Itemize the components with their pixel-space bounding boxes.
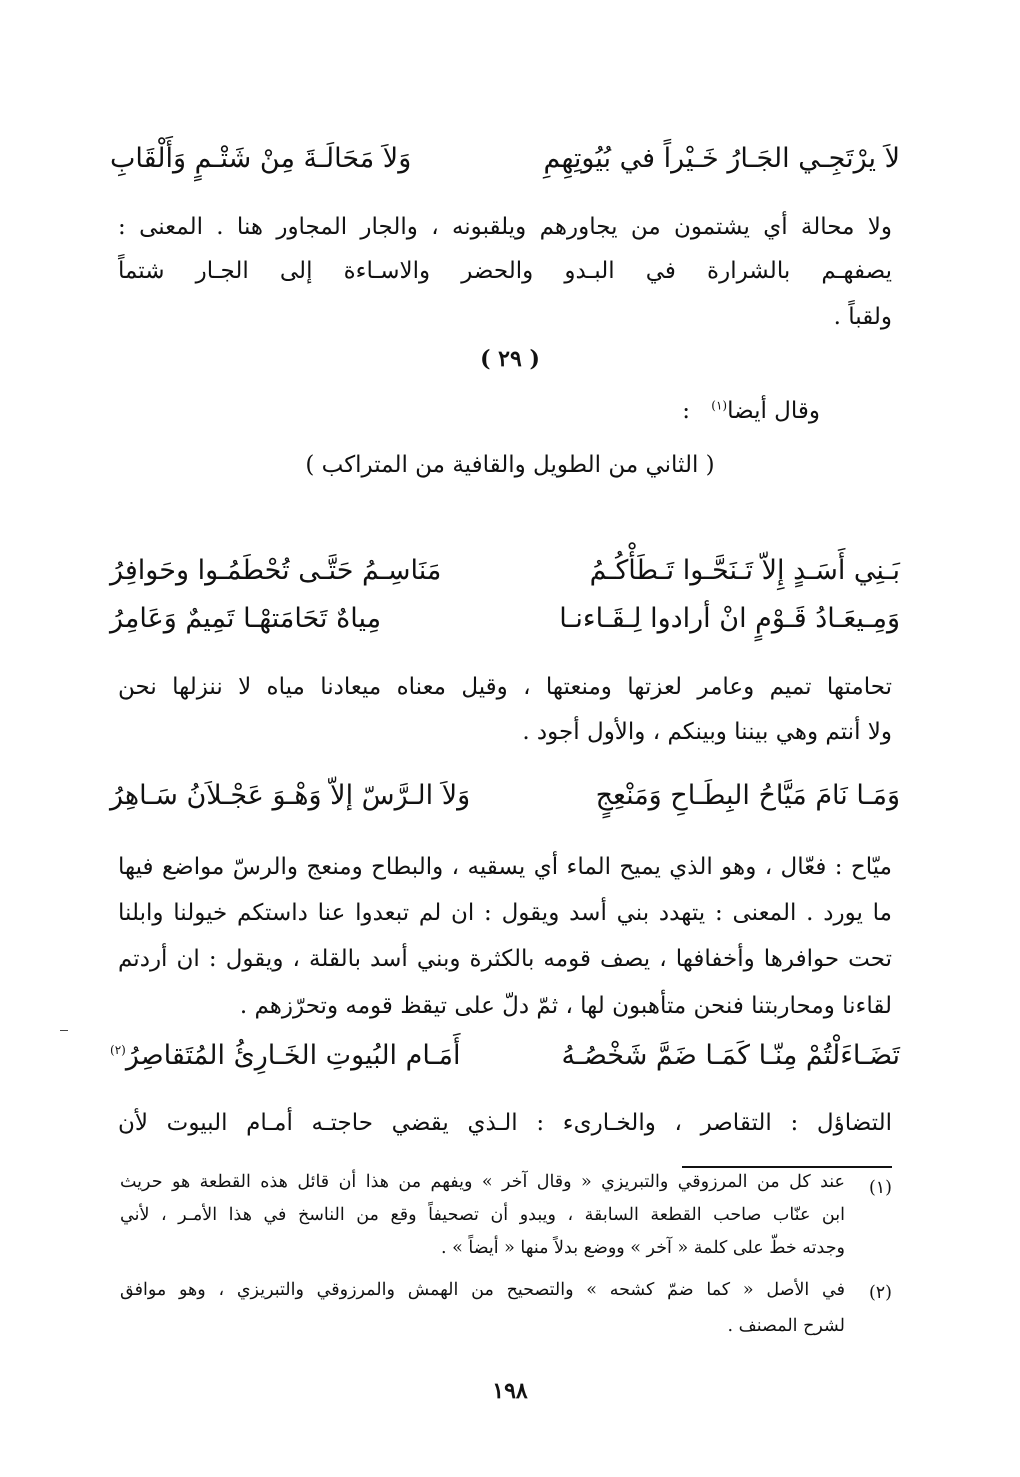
footnote-2-line-2: لشرح المصنف . bbox=[727, 1316, 845, 1336]
footnote-1-line-1: عند كل من المرزوقي والتبريزي « وقال آخر » ويفهم من هذا أن قائل هذه القطعة هو حريث bbox=[120, 1172, 845, 1192]
verse-3-second-hemistich: مِياهٌ تَحَامَتهْـا تَمِيمٌ وَعَامِرُ bbox=[110, 603, 382, 634]
verse-4 bbox=[110, 780, 900, 820]
verse-1-second-hemistich: وَلاَ مَحَالَـةَ مِنْ شَتْـمٍ وَأَلْقَابِ bbox=[110, 143, 412, 174]
margin-mark bbox=[60, 1030, 68, 1031]
verse-5-first-hemistich: تَضَـاءَلْتُمْ مِنّـا كَمَـا ضَمَّ شَخْصُـهُ bbox=[561, 1040, 900, 1071]
footnote-1-number: (١) bbox=[868, 1178, 892, 1198]
commentary-2-line-1: تحامتها تميم وعامر لعزتها ومنعتها ، وقيل معناه ميعادنا مياه لا ننزلها نحن bbox=[118, 674, 892, 700]
footnote-1-line-3: وجدته خطّ على كلمة « آخر » ووضع بدلاً منها « أيضاً » . bbox=[440, 1238, 845, 1258]
verse-1-first-hemistich: لاَ يرْتَجِـي الجَـارُ خَـيْراً في بُيُوتِهِمِ bbox=[543, 143, 900, 174]
footnote-ref-1: (١) bbox=[711, 398, 728, 413]
commentary-1-line-2: يصفهـم بالشرارة في البـدو والحضر والاسـاءة إلى الجـار شتماً bbox=[118, 258, 892, 284]
commentary-4-line-1: التضاؤل : التقاصر ، والخـارىء : الـذي يقضي حاجتـه أمـام البيوت لأن bbox=[118, 1110, 892, 1136]
verse-2-second-hemistich: مَنَاسِـمُ حَتَّـى تُحْطَمُـوا وحَوافِرُ bbox=[110, 555, 442, 586]
commentary-1-line-1: ولا محالة أي يشتمون من يجاورهم ويلقبونه ، والجار المجاور هنا . المعنى : bbox=[118, 214, 892, 240]
verse-4-second-hemistich: وَلاَ الـرَّسّ إلاّ وَهْـوَ عَجْـلاَنُ سَـاهِرُ bbox=[110, 780, 471, 811]
verse-3 bbox=[110, 603, 900, 643]
commentary-3-line-4: لقاءنا ومحاربتنا فنحن متأهبون لها ، ثمّ دلّ على تيقظ قومه وتحرّزهم . bbox=[239, 993, 892, 1019]
footnote-2-line-1: في الأصل « كما ضمّ كشحه » والتصحيح من الهمش والمرزوقي والتبريزي ، وهو موافق bbox=[120, 1280, 845, 1300]
verse-2-first-hemistich: بَـنِي أَسَـدٍ إِلاّ تَـنَحَّـوا تَـطَأْكُـمُ bbox=[589, 555, 900, 586]
commentary-1-line-3: ولقباً . bbox=[833, 304, 892, 330]
verse-5-second-hemistich bbox=[110, 1040, 460, 1071]
footnote-2-number: (٢) bbox=[868, 1283, 892, 1303]
footnote-ref-2: (٢) bbox=[110, 1043, 126, 1057]
commentary-3-line-2: ما يورد . المعنى : يتهدد بني أسد ويقول : ان لم تبعدوا عنا داستكم خيولنا وابلنا bbox=[118, 900, 892, 926]
poem-intro bbox=[682, 398, 820, 424]
poem-intro-colon: : bbox=[682, 398, 690, 424]
verse-3-first-hemistich: وَمِـيعَـادُ قَـوْمٍ انْ أرادوا لِـقَـاءنـا bbox=[559, 603, 900, 634]
commentary-3-line-3: تحت حوافرها وأخفافها ، يصف قومه بالكثرة وبني أسد بالقلة ، ويقول : ان أردتم bbox=[118, 946, 892, 972]
verse-4-first-hemistich: وَمَـا نَامَ مَيَّاحُ البِطَـاحِ وَمَنْعِجٍ bbox=[595, 780, 900, 811]
verse-1 bbox=[110, 143, 900, 183]
poem-intro-text: وقال أيضا bbox=[727, 398, 820, 424]
verse-2 bbox=[110, 555, 900, 595]
footnote-divider bbox=[682, 1166, 892, 1168]
meter-line: ( الثاني من الطويل والقافية من المتراكب ) bbox=[305, 452, 715, 478]
commentary-2-line-2: ولا أنتم وهي بيننا وبينكم ، والأول أجود . bbox=[522, 719, 892, 745]
commentary-3-line-1: ميّاح : فعّال ، وهو الذي يميح الماء أي يسقيه ، والبطاح ومنعج والرسّ مواضع فيها bbox=[118, 854, 892, 880]
verse-5-second-hemistich-text: أَمَـام البُيوتِ الخَـارِئُ المُتَقاصِرُ bbox=[125, 1040, 461, 1071]
poem-number: ( ٢٩ ) bbox=[480, 346, 540, 372]
page-number: ١٩٨ bbox=[492, 1378, 528, 1404]
footnote-1-line-2: ابن عنّاب صاحب القطعة السابقة ، ويبدو أن تصحيفاً وقع من الناسخ في هذا الأمـر ، لأني bbox=[120, 1205, 845, 1225]
verse-5 bbox=[110, 1040, 900, 1080]
